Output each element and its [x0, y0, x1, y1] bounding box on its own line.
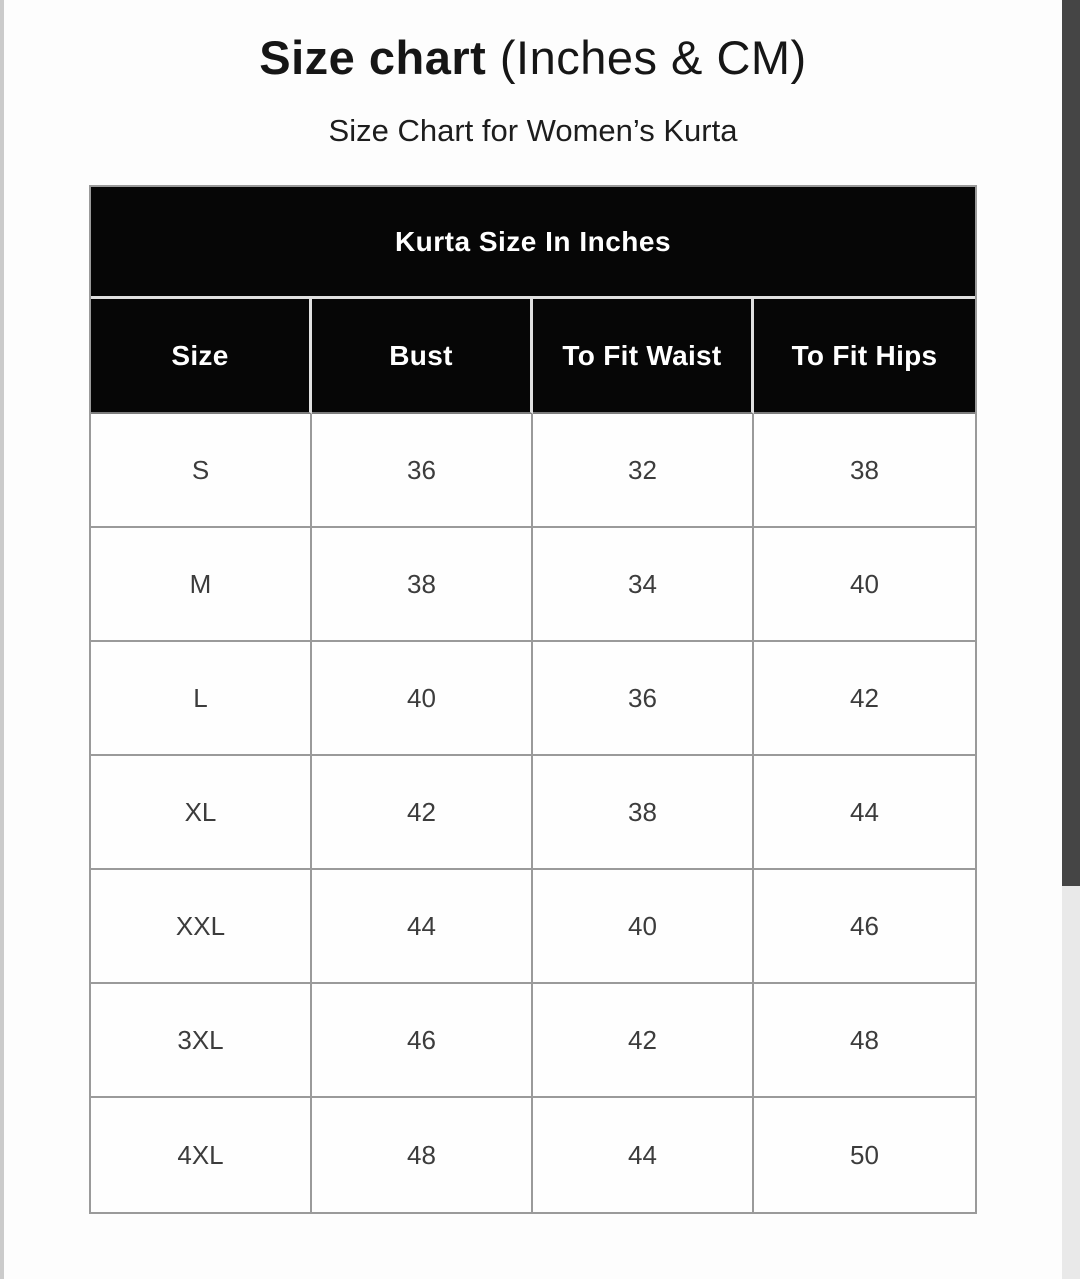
- bust-cell: 44: [312, 870, 533, 984]
- waist-cell: 38: [533, 756, 754, 870]
- hips-cell: 48: [754, 984, 975, 1098]
- table-row: [91, 414, 975, 528]
- table-row: [91, 528, 975, 642]
- bust-cell: 36: [312, 414, 533, 528]
- hips-cell: 50: [754, 1098, 975, 1212]
- column-header-waist: To Fit Waist: [533, 299, 754, 414]
- waist-cell: 40: [533, 870, 754, 984]
- hips-cell: 38: [754, 414, 975, 528]
- page-title-suffix: (Inches & CM): [486, 31, 807, 84]
- waist-cell: 44: [533, 1098, 754, 1212]
- table-row: [91, 642, 975, 756]
- waist-cell: 42: [533, 984, 754, 1098]
- waist-cell: 34: [533, 528, 754, 642]
- banner-row: [91, 187, 975, 299]
- page-title: [4, 30, 1062, 85]
- waist-cell: 32: [533, 414, 754, 528]
- table-row: [91, 756, 975, 870]
- scrollbar-thumb[interactable]: [1062, 0, 1080, 886]
- size-cell: L: [91, 642, 312, 756]
- hips-cell: 42: [754, 642, 975, 756]
- size-cell: M: [91, 528, 312, 642]
- table-row: [91, 870, 975, 984]
- column-header-size: Size: [91, 299, 312, 414]
- bust-cell: 42: [312, 756, 533, 870]
- document-content: [4, 0, 1062, 1279]
- hips-cell: 40: [754, 528, 975, 642]
- size-cell: XL: [91, 756, 312, 870]
- hips-cell: 44: [754, 756, 975, 870]
- column-header-row: [91, 299, 975, 414]
- size-cell: XXL: [91, 870, 312, 984]
- size-cell: 4XL: [91, 1098, 312, 1212]
- bust-cell: 40: [312, 642, 533, 756]
- table-row: [91, 1098, 975, 1212]
- hips-cell: 46: [754, 870, 975, 984]
- waist-cell: 36: [533, 642, 754, 756]
- size-table-body: [91, 414, 975, 1212]
- page-subtitle: Size Chart for Women’s Kurta: [328, 113, 738, 148]
- size-table-head: [91, 187, 975, 414]
- size-cell: S: [91, 414, 312, 528]
- scrollbar-track[interactable]: [1062, 0, 1080, 1279]
- bust-cell: 46: [312, 984, 533, 1098]
- size-cell: 3XL: [91, 984, 312, 1098]
- bust-cell: 48: [312, 1098, 533, 1212]
- page-title-main: Size chart: [259, 31, 487, 84]
- size-table: [89, 185, 977, 1214]
- table-row: [91, 984, 975, 1098]
- column-header-hips: To Fit Hips: [754, 299, 975, 414]
- column-header-bust: Bust: [312, 299, 533, 414]
- bust-cell: 38: [312, 528, 533, 642]
- table-banner: Kurta Size In Inches: [91, 187, 975, 299]
